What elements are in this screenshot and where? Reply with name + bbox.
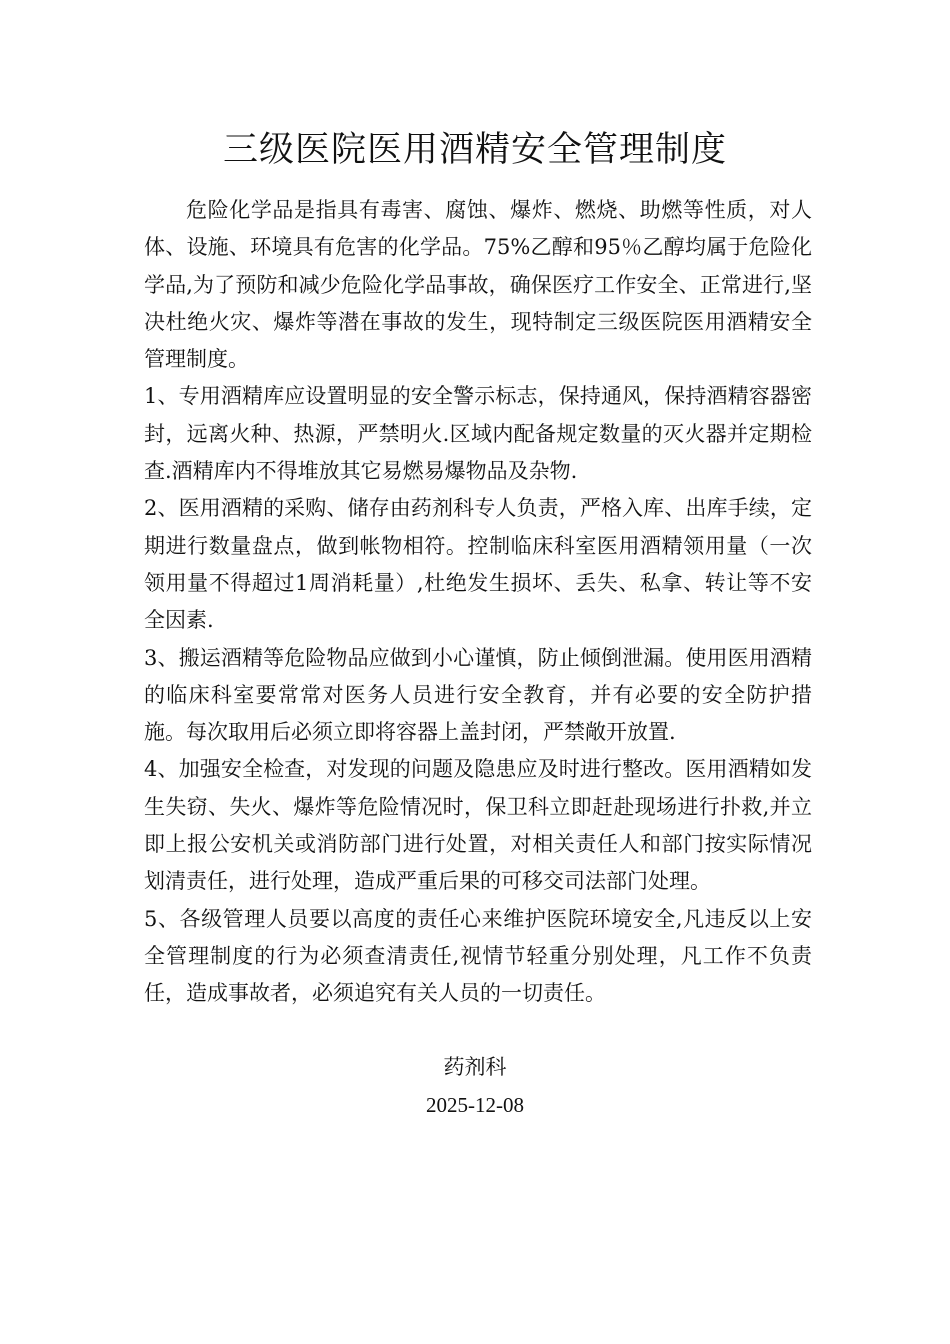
rule-item-1: 1、专用酒精库应设置明显的安全警示标志，保持通风，保持酒精容器密封，远离火种、热源，严禁明火.区域内配备规定数量的灭火器并定期检查.酒精库内不得堆放其它易燃易爆物品及杂物. <box>144 384 812 484</box>
rule-item-3: 3、搬运酒精等危险物品应做到小心谨慎，防止倾倒泄漏。使用医用酒精的临床科室要常常对医务人员进行安全教育，并有必要的安全防护措施。每次取用后必须立即将容器上盖封闭，严禁敞开放置. <box>144 645 812 745</box>
signature-department: 药剂科 <box>443 1055 507 1079</box>
rule-item-5: 5、各级管理人员要以高度的责任心来维护医院环境安全,凡违反以上安全管理制度的行为必须查清责任,视情节轻重分别处理，凡工作不负责任，造成事故者，必须追究有关人员的一切责任。 <box>144 906 812 1006</box>
intro-paragraph: 危险化学品是指具有毒害、腐蚀、爆炸、燃烧、助燃等性质，对人体、设施、环境具有危害的化学品。75%乙醇和95％乙醇均属于危险化学品,为了预防和减少危险化学品事故，确保医疗工作安全、正常进行,坚决杜绝火灾、爆炸等潜在事故的发生，现特制定三级医院医用酒精安全管理制度。 <box>144 198 812 372</box>
rule-item-4: 4、加强安全检查，对发现的问题及隐患应及时进行整改。医用酒精如发生失窃、失火、爆炸等危险情况时，保卫科立即赶赴现场进行扑救,并立即上报公安机关或消防部门进行处置，对相关责任人和部门按实际情况划清责任，进行处理，造成严重后果的可移交司法部门处理。 <box>144 757 812 894</box>
document-body <box>144 192 812 1013</box>
rule-item-2: 2、医用酒精的采购、储存由药剂科专人负责，严格入库、出库手续，定期进行数量盘点，做到帐物相符。控制临床科室医用酒精领用量（一次领用量不得超过1周消耗量）,杜绝发生损坏、丢失、私拿、转让等不安全因素. <box>144 496 812 633</box>
signature-date: 2025-12-08 <box>426 1093 524 1117</box>
document-title: 三级医院医用酒精安全管理制度 <box>222 130 727 170</box>
